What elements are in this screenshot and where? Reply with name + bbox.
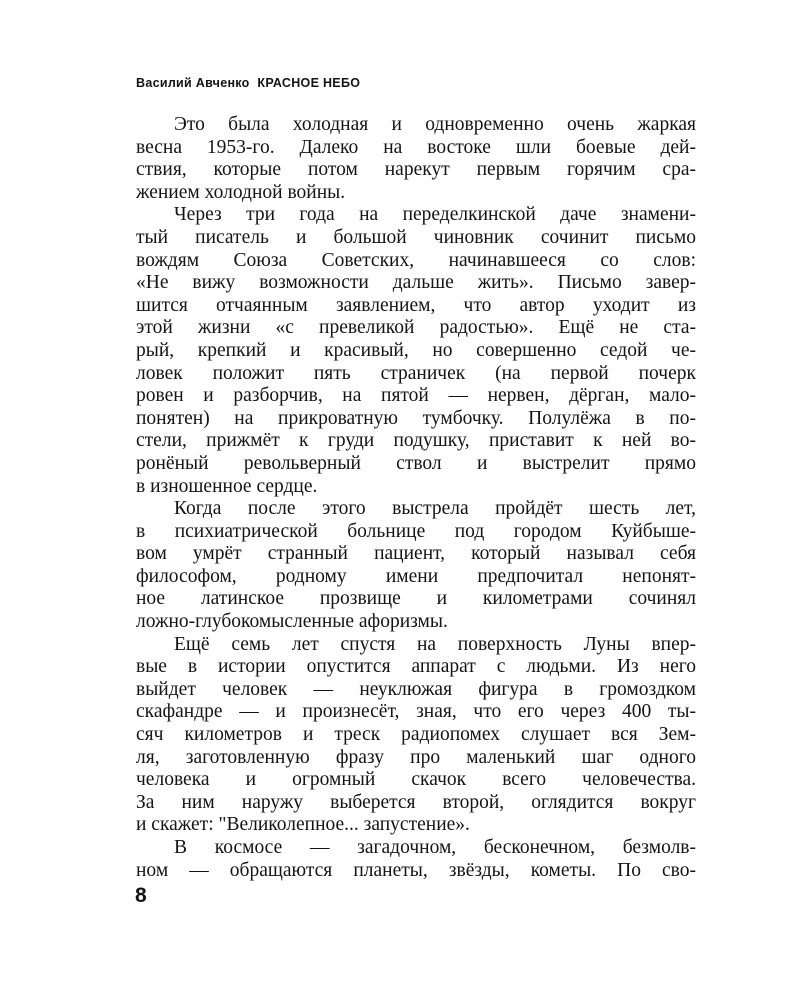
text-line: понятен) на прикроватную тумбочку. Полулёжа в по-: [136, 407, 696, 429]
text-line: Когда после этого выстрела пройдёт шесть лет,: [174, 498, 696, 520]
text-line: ля, заготовленную фразу про маленький шаг одного: [136, 746, 696, 768]
text-line: вые в истории опустится аппарат с людьми. Из него: [136, 656, 696, 678]
text-line: ное латинское прозвище и километрами сочинял: [136, 588, 696, 610]
text-line: ровен и разборчив, на пятой — нервен, дёрган, мало-: [136, 385, 696, 407]
text-line: ронёный револьверный ствол и выстрелит прямо: [136, 452, 696, 474]
running-head-title: КРАСНОЕ НЕБО: [257, 76, 361, 90]
running-head-author: Василий Авченко: [136, 76, 250, 90]
paragraph: [136, 837, 696, 882]
page-number: 8: [135, 884, 147, 907]
paragraph: [136, 114, 696, 204]
text-line: В космосе — загадочном, бесконечном, безмолв-: [174, 837, 696, 858]
running-head: [136, 76, 360, 90]
text-line: и скажет: "Великолепное... запустение».: [136, 814, 470, 836]
text-line: ложно-глубокомысленные афоризмы.: [136, 611, 448, 633]
text-line: ловек положит пять страничек (на первой почерк: [136, 362, 696, 384]
text-line: Через три года на переделкинской даче знамени-: [174, 204, 696, 226]
text-line: ном — обращаются планеты, звёзды, кометы. По сво-: [136, 859, 696, 881]
paragraph: [136, 204, 696, 498]
text-line: тый писатель и большой чиновник сочинит письмо: [136, 226, 696, 248]
text-line: этой жизни «с превеликой радостью». Ещё не ста-: [136, 317, 696, 339]
text-line: выйдет человек — неуклюжая фигура в громоздком: [136, 678, 696, 700]
text-line: в психиатрической больнице под городом Куйбыше-: [136, 520, 696, 542]
text-line: человека и огромный скачок всего человечества.: [136, 769, 696, 791]
text-line: сяч километров и треск радиопомех слушает вся Зем-: [136, 724, 696, 746]
text-line: шится отчаянным заявлением, что автор уходит из: [136, 294, 696, 316]
text-line: рый, крепкий и красивый, но совершенно седой че-: [136, 339, 696, 361]
text-line: стели, прижмёт к груди подушку, приставит к ней во-: [136, 430, 696, 452]
paragraph: [136, 498, 696, 634]
body-text: [136, 114, 696, 882]
text-line: философом, родному имени предпочитал непонят-: [136, 565, 696, 587]
text-line: Это была холодная и одновременно очень жаркая: [174, 114, 696, 135]
text-line: вом умрёт странный пациент, который называл себя: [136, 543, 696, 565]
text-line: За ним наружу выберется второй, оглядится вокруг: [136, 791, 696, 813]
paragraph: [136, 634, 696, 837]
text-line: «Не вижу возможности дальше жить». Письмо завер-: [136, 272, 696, 294]
text-line: в изношенное сердце.: [136, 475, 318, 497]
text-line: вождям Союза Советских, начинавшееся со слов:: [136, 249, 696, 271]
text-line: жением холодной войны.: [136, 181, 346, 203]
text-line: весна 1953-го. Далеко на востоке шли боевые дей-: [136, 136, 696, 158]
text-line: Ещё семь лет спустя на поверхность Луны впер-: [174, 633, 696, 655]
text-line: ствия, которые потом нарекут первым горячим сра-: [136, 159, 696, 181]
text-line: скафандре — и произнесёт, зная, что его через 400 ты-: [136, 701, 696, 723]
